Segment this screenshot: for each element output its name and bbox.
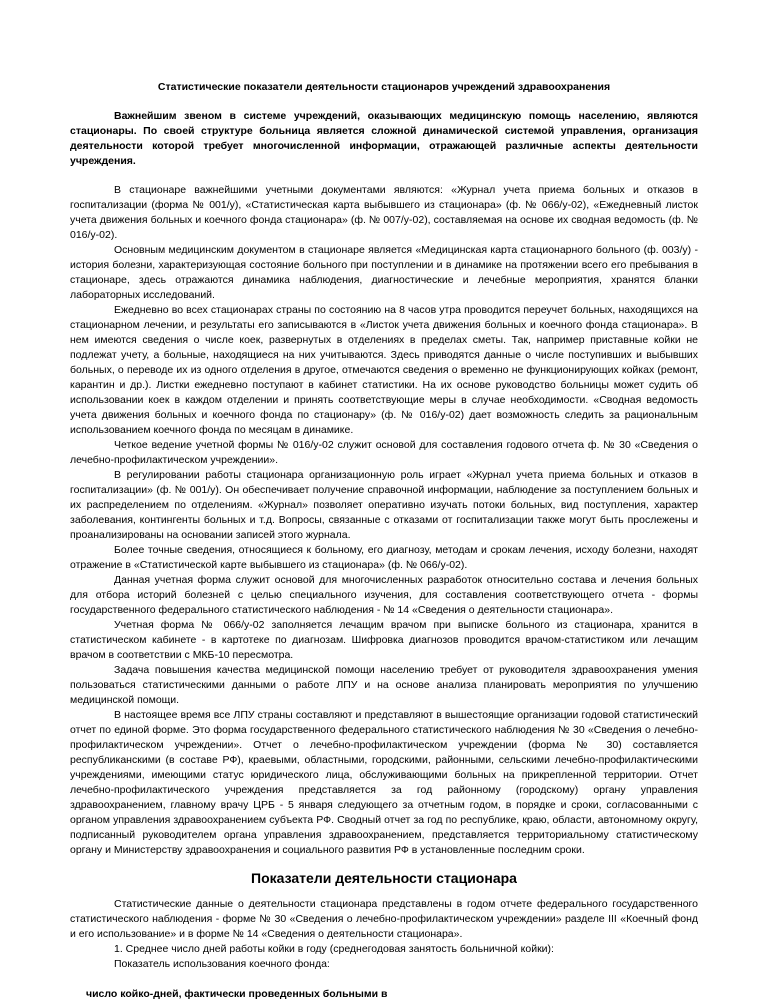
paragraph-form-14: Данная учетная форма служит основой для многочисленных разработок относительно состава и лечения больных для отбора историй болезней с целью специального изучения, для составления соответствующего отчета - формы государственного федерального статистического наблюдения - № 14 «Сведения о деятельности стационара». bbox=[70, 574, 698, 616]
document-title: Статистические показатели деятельности стационаров учреждений здравоохранения bbox=[157, 81, 611, 93]
section-paragraph-statistics: Статистические данные о деятельности стационара представлены в годом отчете федерального государственного статистического наблюдения - форме № 30 «Сведения о лечебно-профилактическом учреждении» разделе III «Коечный фонд и его использование» и в форме № 14 «Сведения о деятельности стационара». bbox=[70, 898, 698, 940]
paragraph-form-016: Четкое ведение учетной формы № 016/у-02 служит основой для составления годового отчета ф. № 30 «Сведения о лечебно-профилактическом учреждении». bbox=[70, 439, 698, 466]
paragraph-admission-log: В регулировании работы стационара организационную роль играет «Журнал учета приема больных и отказов в госпитализации» (ф. № 001/у). Он обеспечивает получение справочной информации, наблюдение за поступлением больных и их распределением по отделениям. «Журнал» позволяет оперативно изучать потоки больных, вид поступления, характер заболевания, контингенты больных и т.д. Вопросы, связанные с отказами от госпитализации также могут быть прослежены и проанализированы на основании записей этого журнала. bbox=[70, 469, 698, 541]
paragraph-quality-task: Задача повышения качества медицинской помощи населению требует от руководителя здравоохранения умения пользоваться статистическими данными о работе ЛПУ и на основе анализа планировать мероприятия по улучшению медицинской помощи. bbox=[70, 664, 698, 706]
lead-paragraph: Важнейшим звеном в системе учреждений, оказывающих медицинскую помощь населению, являются стационары. По своей структуре больница является сложной динамической системой управления, организация деятельности которой требует многочисленной информации, отражающей различные аспекты деятельности учреждения. bbox=[70, 110, 698, 167]
section-paragraph-bed-usage: Показатель использования коечного фонда: bbox=[114, 958, 330, 970]
paragraph-annual-report: В настоящее время все ЛПУ страны составляют и представляют в вышестоящие организации годовой статистический отчет по единой форме. Это форма государственного федерального статистического наблюдения № 30 «Сведения о лечебно-профилактическом учреждении». Отчет о лечебно-профилактическом учреждении (форма № 30) составляется республиканскими (в составе РФ), краевыми, областными, городскими, районными, сельскими лечебно-профилактическими учреждениями, имеющими статус юридического лица, обслуживающими больных на прикрепленной территории. Отчет лечебно-профилактического учреждения представляется за год районному (городскому) органу управления здравоохранением, главному врачу ЦРБ - 5 января следующего за отчетным годом, в порядке и сроки, согласованными с органом управления здравоохранением субъекта РФ. Сводный отчет за год по республике, краю, области, автономному округу, подписанный руководителем органа управления здравоохранением, представляется территориальному статистическому органу и Министерству здравоохранения и социального развития РФ в установленные последним сроки. bbox=[70, 709, 698, 856]
paragraph-accounting-documents: В стационаре важнейшими учетными документами являются: «Журнал учета приема больных и отказов в госпитализации (форма № 001/у), «Статистическая карта выбывшего из стационара» (ф. № 066/у-02), «Ежедневный листок учета движения больных и коечного фонда стационара» (ф. № 007/у-02), составляемая на основе их сводная ведомость (ф. № 016/у-02). bbox=[70, 184, 698, 241]
formula-numerator: число койко-дней, фактически проведенных больными в bbox=[86, 988, 388, 1000]
section-paragraph-bed-days: 1. Среднее число дней работы койки в году (среднегодовая занятость больничной койки): bbox=[114, 943, 554, 955]
paragraph-medical-card: Основным медицинским документом в стационаре является «Медицинская карта стационарного больного (ф. 003/у) - история болезни, характеризующая состояние больного при поступлении и в динамике на протяжении всего его пребывания в стационаре, здесь отражаются динамика наблюдения, диагностические и лечебные мероприятия, хранятся бланки лабораторных исследований. bbox=[70, 244, 698, 301]
section-title: Показатели деятельности стационара bbox=[251, 870, 517, 886]
paragraph-discharge-card: Более точные сведения, относящиеся к больному, его диагнозу, методам и срокам лечения, исходу болезни, находят отражение в «Статистической карте выбывшего из стационара» (ф. № 066/у-02). bbox=[70, 544, 698, 571]
paragraph-form-066: Учетная форма № 066/у-02 заполняется лечащим врачом при выписке больного из стационара, хранится в статистическом кабинете - в картотеке по диагнозам. Шифровка диагнозов проводится врачом-статистиком или лечащим врачом в соответствии с МКБ-10 пересмотра. bbox=[70, 619, 698, 661]
paragraph-daily-recount: Ежедневно во всех стационарах страны по состоянию на 8 часов утра проводится переучет больных, находящихся на стационарном лечении, и результаты его записываются в «Листок учета движения больных и коечного фонда стационара». В нем имеются сведения о числе коек, развернутых в отделениях в пределах сметы. Так, например приставные койки не подлежат учету, а больные, находящиеся на них учитываются. Здесь приводятся данные о числе поступивших и выбывших больных, о переводе их из одного отделения в другое, отмечаются сведения о временно не функционирующих койках (ремонт, карантин и др.). Листки ежедневно поступают в кабинет статистики. На их основе руководство больницы может судить об использовании коек в каждом отделении и принять соответствующие меры в случае необходимости. «Сводная ведомость учета движения больных и коечного фонда по стационару» (ф. № 016/у-02) дает возможность следить за рациональным использованием коечного фонда по месяцам в динамике. bbox=[70, 304, 698, 436]
